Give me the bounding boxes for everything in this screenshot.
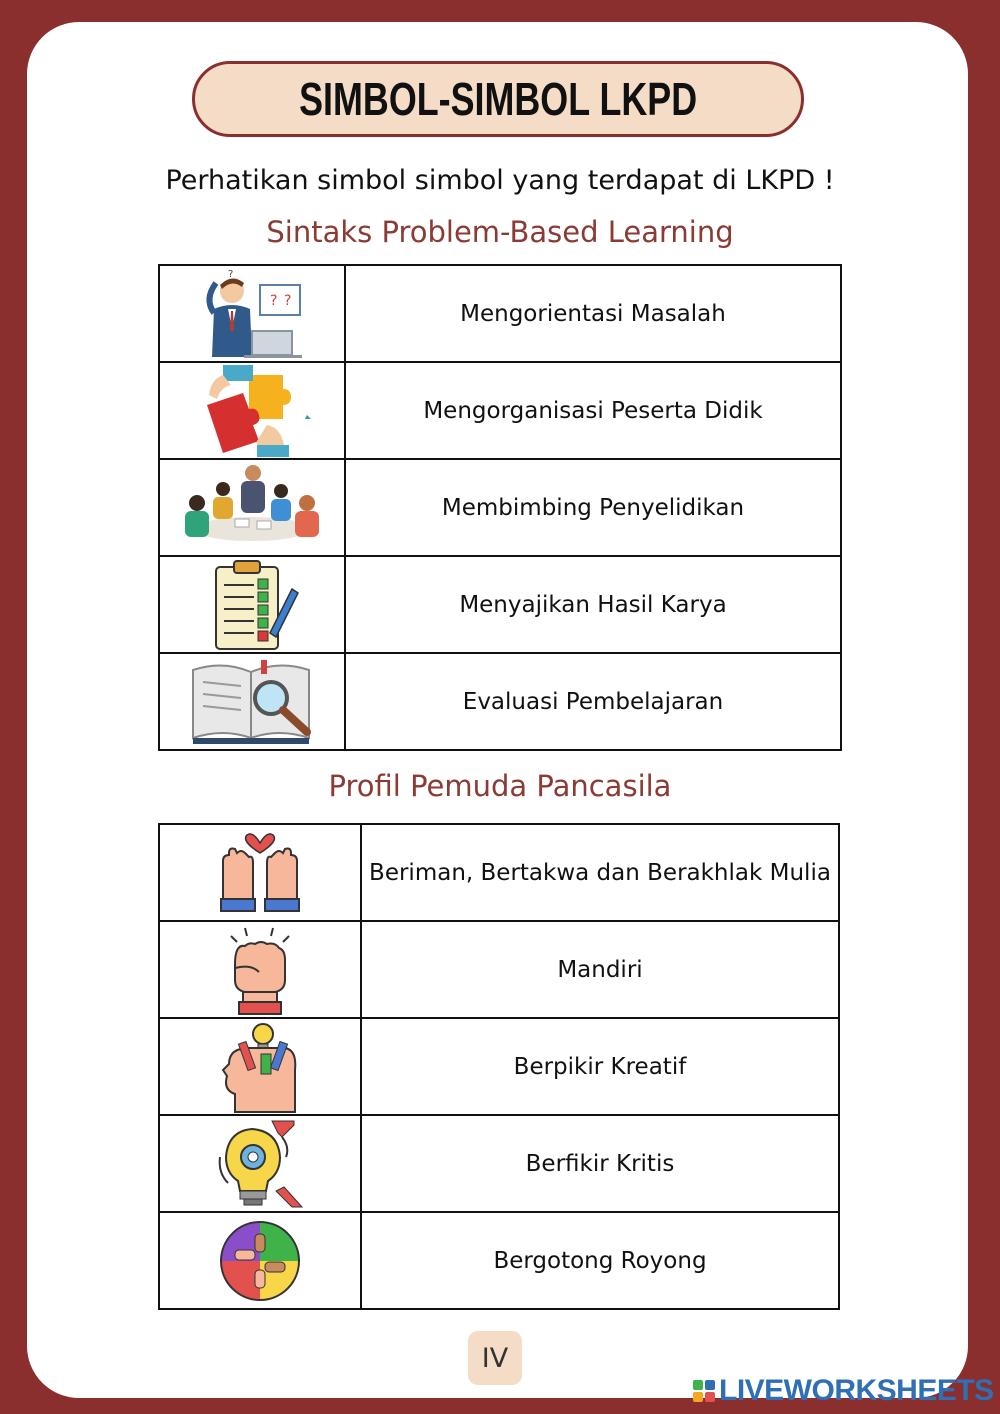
icon-cell (159, 653, 345, 750)
brand-name: LIVEWORKSHEETS (719, 1374, 994, 1407)
section-title-profil: Profil Pemuda Pancasila (328, 769, 672, 803)
clipboard-checklist-icon (202, 559, 302, 651)
svg-text:?: ? (270, 292, 278, 309)
symbol-label: Mengorientasi Masalah (345, 265, 841, 362)
icon-cell (159, 824, 361, 921)
icon-cell (159, 921, 361, 1018)
bulb-gear-icon (212, 1117, 308, 1211)
icon-cell (159, 459, 345, 556)
table-row (159, 1115, 839, 1212)
pbl-symbol-table (158, 264, 842, 751)
svg-text:?: ? (228, 268, 234, 280)
svg-text:?: ? (284, 292, 292, 309)
icon-cell (159, 556, 345, 653)
table-row (159, 824, 839, 921)
symbol-label: Evaluasi Pembelajaran (345, 653, 841, 750)
confused-man-laptop-icon (192, 269, 312, 359)
group-discussion-icon (177, 463, 327, 553)
profil-symbol-table (158, 823, 840, 1310)
symbol-label: Beriman, Bertakwa dan Berakhlak Mulia (361, 824, 839, 921)
table-row (159, 265, 841, 362)
symbol-label: Berfikir Kritis (361, 1115, 839, 1212)
symbol-label: Berpikir Kreatif (361, 1018, 839, 1115)
icon-cell (159, 1115, 361, 1212)
liveworksheets-logo-icon (693, 1380, 715, 1402)
symbol-label: Menyajikan Hasil Karya (345, 556, 841, 653)
symbol-label: Membimbing Penyelidikan (345, 459, 841, 556)
section-title-pbl: Sintaks Problem-Based Learning (266, 215, 734, 249)
icon-cell (159, 362, 345, 459)
table-row (159, 459, 841, 556)
page-title: SIMBOL-SIMBOL LKPD (299, 73, 697, 125)
symbol-label: Bergotong Royong (361, 1212, 839, 1309)
liveworksheets-brand[interactable] (693, 1374, 994, 1408)
table-row (159, 556, 841, 653)
table-row (159, 1212, 839, 1309)
title-banner (192, 61, 804, 137)
raised-fist-icon (215, 924, 305, 1016)
praying-hands-heart-icon (215, 827, 305, 919)
table-row (159, 921, 839, 1018)
table-row (159, 362, 841, 459)
icon-cell (159, 1018, 361, 1115)
puzzle-hands-icon (187, 365, 317, 457)
creative-head-icon (215, 1020, 305, 1114)
instruction-text: Perhatikan simbol simbol yang terdapat di LKPD ! (165, 165, 835, 196)
icon-cell (159, 265, 345, 362)
symbol-label: Mandiri (361, 921, 839, 1018)
book-magnifier-icon (187, 658, 317, 746)
table-row (159, 653, 841, 750)
page-number: IV (468, 1331, 522, 1385)
symbol-label: Mengorganisasi Peserta Didik (345, 362, 841, 459)
icon-cell (159, 1212, 361, 1309)
table-row (159, 1018, 839, 1115)
hands-circle-icon (215, 1216, 305, 1306)
